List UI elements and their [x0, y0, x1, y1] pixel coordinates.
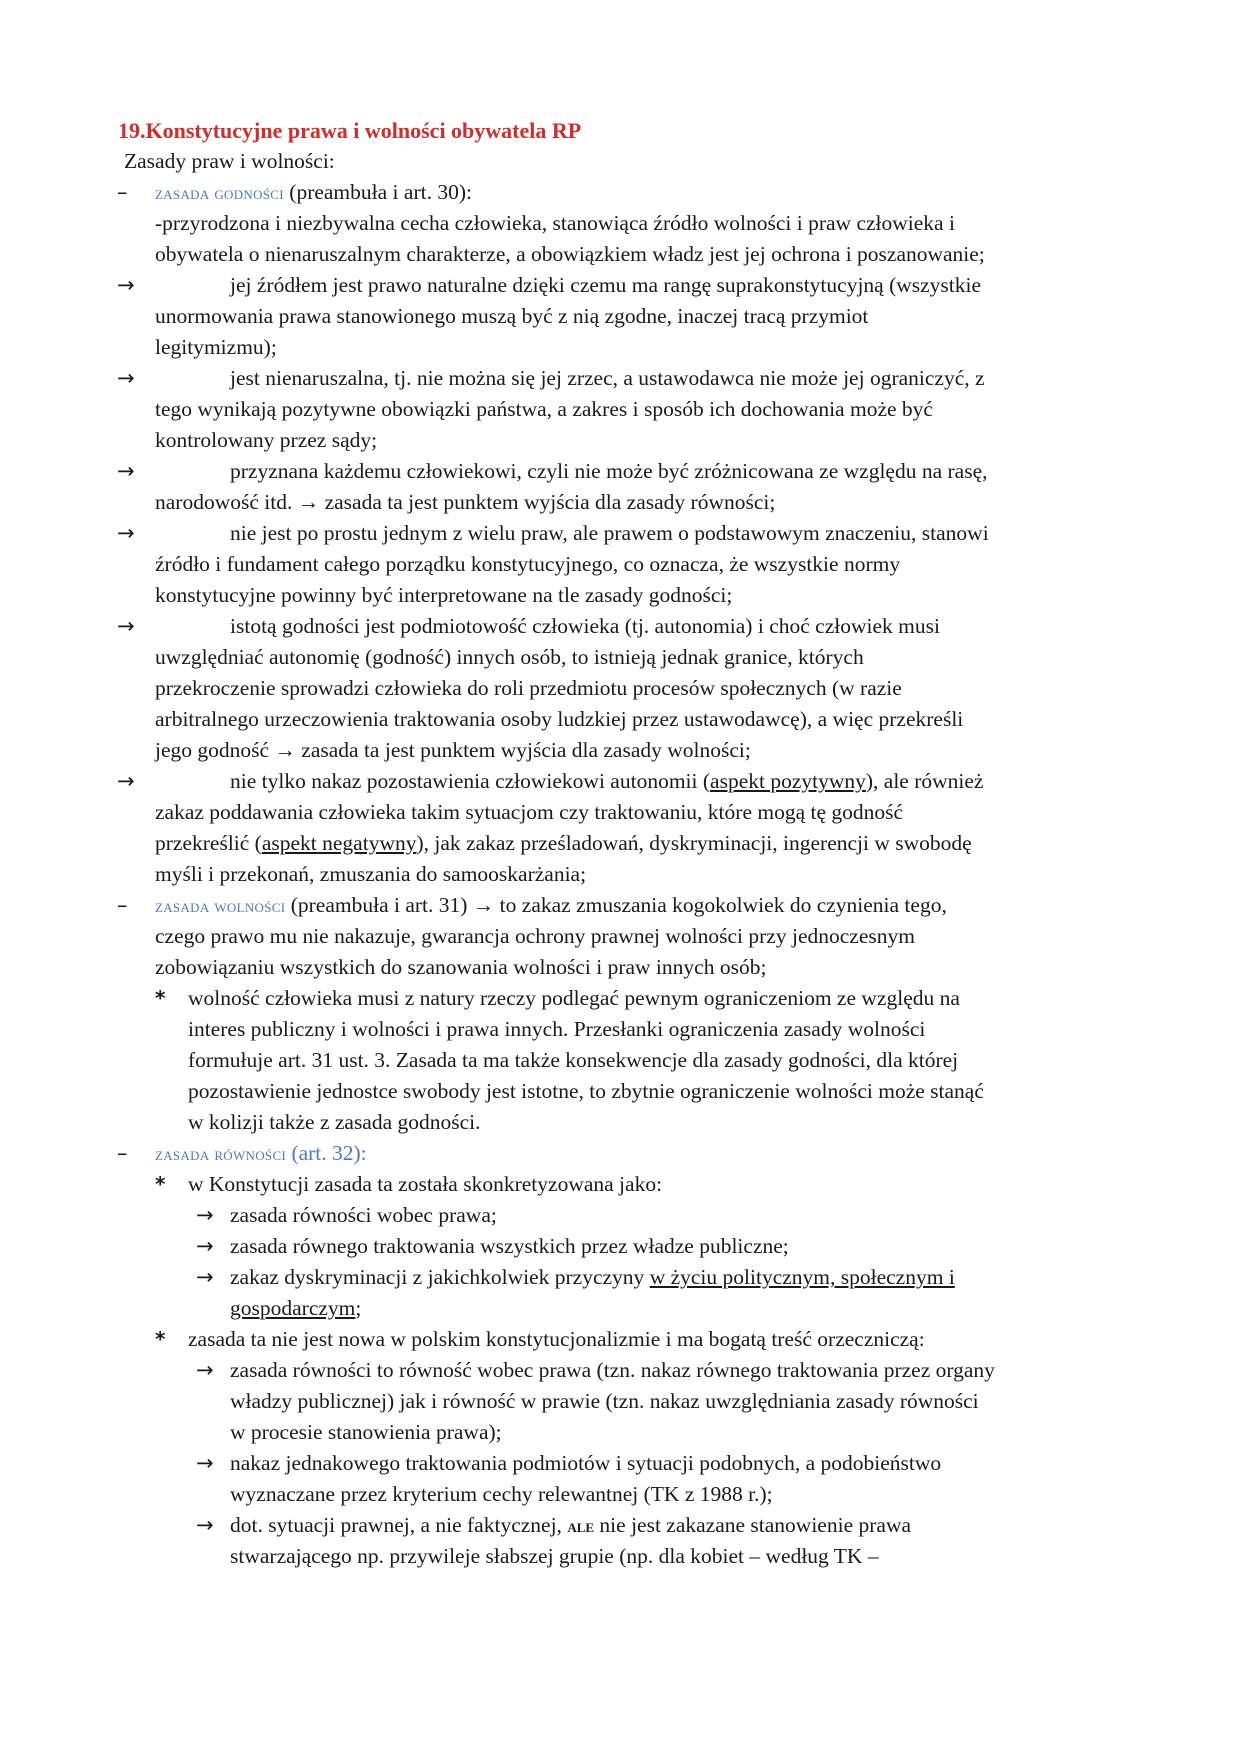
- s2-b1-line-4: pozostawienie jednostce swobody jest istotne, to zbytnie ograniczenie wolności może stanąć: [188, 1079, 984, 1103]
- s1-def-line-2: obywatela o nienaruszalnym charakterze, a obowiązkiem władz jest jej ochrona i poszanowanie;: [155, 242, 985, 266]
- s2-title-line: [155, 890, 947, 922]
- s3-b2-a3-line-2: stwarzającego np. przywileje słabszej grupie (np. dla kobiet – według TK –: [230, 1544, 879, 1568]
- s1-a1-line-2: unormowania prawa stanowionego muszą być z nią zgodne, inaczej tracą przymiot: [155, 304, 869, 328]
- s3-b2-a3-line-1: [230, 1510, 911, 1542]
- text-run: ), jak zakaz prześladowań, dyskryminacji, ingerencji w swobodę: [416, 831, 972, 855]
- s3-title-line: [155, 1138, 367, 1170]
- s3-b2-a1-line-1: zasada równości to równość wobec prawa (tzn. nakaz równego traktowania przez organy: [230, 1358, 995, 1382]
- s1-a6-line-4: myśli i przekonań, zmuszania do samooskarżania;: [155, 862, 587, 886]
- s1-a2-line-1: jest nienaruszalna, tj. nie można się jej zrzec, a ustawodawca nie może jej ograniczyć, z: [230, 366, 985, 390]
- s3-b2: zasada ta nie jest nowa w polskim konstytucjonalizmie i ma bogatą treść orzeczniczą:: [188, 1327, 925, 1351]
- s1-a5-line-5: jego godność → zasada ta jest punktem wyjścia dla zasady wolności;: [155, 738, 751, 762]
- s3-name: zasada równości: [155, 1144, 287, 1164]
- dash-marker: –: [117, 180, 128, 204]
- text-run: zakaz dyskryminacji z jakichkolwiek przyczyny: [230, 1265, 650, 1289]
- s3-b2-a2-line-1: nakaz jednakowego traktowania podmiotów i sytuacji podobnych, a podobieństwo: [230, 1451, 942, 1475]
- s2-line-3: zobowiązaniu wszystkich do szanowania wolności i praw innych osób;: [155, 955, 767, 979]
- s1-a5-line-2: uwzględniać autonomię (godność) innych osób, to istnieją jednak granice, których: [155, 645, 864, 669]
- star-marker: *: [155, 1172, 166, 1196]
- underlined-term: aspekt negatywny: [261, 831, 417, 855]
- s3-b1-a3-line-1: [230, 1262, 955, 1293]
- s2-name: zasada wolności: [155, 896, 286, 916]
- s1-def-line-1: -przyrodzona i niezbywalna cecha człowieka, stanowiąca źródło wolności i praw człowieka i: [155, 211, 955, 235]
- s3-b2-a2-line-2: wyznaczane przez kryterium cechy relewantnej (TK z 1988 r.);: [230, 1482, 773, 1506]
- s3-b2-a1-line-2: władzy publicznej) jak i równość w prawie (tzn. nakaz uwzględniania zasady równości: [230, 1389, 979, 1413]
- arrow-marker: →: [196, 1234, 214, 1258]
- s1-a5-line-4: arbitralnego urzeczowienia traktowania osoby ludzkiej przez ustawodawcę), a więc przekreśli: [155, 707, 964, 731]
- section-heading: 19.Konstytucyjne prawa i wolności obywatela RP: [118, 118, 582, 143]
- arrow-marker: →: [196, 1203, 214, 1227]
- arrow-marker: →: [196, 1513, 214, 1537]
- star-marker: *: [155, 986, 166, 1010]
- text-run: ;: [355, 1296, 362, 1320]
- arrow-marker: →: [117, 521, 135, 545]
- text-run: dot. sytuacji prawnej, a nie faktycznej,: [230, 1513, 568, 1537]
- s3-b1: w Konstytucji zasada ta została skonkretyzowana jako:: [188, 1172, 663, 1196]
- s1-a6-line-2: zakaz poddawania człowieka takim sytuacjom czy traktowaniu, które mogą tę godność: [155, 800, 904, 824]
- emphasis-ale: ale: [567, 1516, 595, 1536]
- arrow-marker: →: [196, 1265, 214, 1289]
- arrow-marker: →: [196, 1358, 214, 1382]
- s1-a1-line-3: legitymizmu);: [155, 335, 277, 359]
- arrow-marker: →: [117, 614, 135, 638]
- star-marker: *: [155, 1327, 166, 1351]
- s1-a4-line-3: konstytucyjne powinny być interpretowane na tle zasady godności;: [155, 583, 733, 607]
- arrow-marker: →: [196, 1451, 214, 1475]
- s2-line-2: czego prawo mu nie nakazuje, gwarancja ochrony prawnej wolności przy jednoczesnym: [155, 924, 915, 948]
- s1-a5-line-1: istotą godności jest podmiotowość człowieka (tj. autonomia) i choć człowiek musi: [230, 614, 940, 638]
- underlined-term: aspekt pozytywny: [710, 769, 866, 793]
- s1-ref: (preambuła i art. 30):: [283, 180, 472, 204]
- s1-a6-line-1: [230, 766, 983, 797]
- s1-a2-line-3: kontrolowany przez sądy;: [155, 428, 378, 452]
- s3-b2-a1-line-3: w procesie stanowienia prawa);: [230, 1420, 502, 1444]
- text-run: przekreślić (: [155, 831, 262, 855]
- s2-b1-line-3: formułuje art. 31 ust. 3. Zasada ta ma także konsekwencje dla zasady godności, dla której: [188, 1048, 959, 1072]
- s1-title-line: [155, 177, 472, 209]
- text-run: nie tylko nakaz pozostawienia człowiekowi autonomii (: [230, 769, 711, 793]
- arrow-marker: →: [117, 366, 135, 390]
- s3-ref: (art. 32):: [286, 1141, 367, 1165]
- s1-a4-line-1: nie jest po prostu jednym z wielu praw, ale prawem o podstawowym znaczeniu, stanowi: [230, 521, 989, 545]
- underlined-term: w życiu politycznym, społecznym i: [649, 1265, 955, 1289]
- s1-a2-line-2: tego wynikają pozytywne obowiązki państwa, a zakres i sposób ich dochowania może być: [155, 397, 933, 421]
- dash-marker: –: [117, 1141, 128, 1165]
- s2-b1-line-2: interes publiczny i wolności i prawa innych. Przesłanki ograniczenia zasady wolności: [188, 1017, 926, 1041]
- text-run: nie jest zakazane stanowienie prawa: [594, 1513, 912, 1537]
- s1-a6-line-3: [155, 828, 972, 859]
- arrow-marker: →: [117, 459, 135, 483]
- underlined-term: gospodarczym: [230, 1296, 356, 1320]
- s3-b1-a3-line-2: [230, 1293, 361, 1324]
- s1-a4-line-2: źródło i fundament całego porządku konstytucyjnego, co oznacza, że wszystkie normy: [155, 552, 901, 576]
- s3-b1-a2: zasada równego traktowania wszystkich przez władze publiczne;: [230, 1234, 789, 1258]
- s1-a3-line-2: narodowość itd. → zasada ta jest punktem wyjścia dla zasady równości;: [155, 490, 776, 514]
- s1-name: zasada godności: [155, 183, 284, 203]
- intro-line: Zasady praw i wolności:: [124, 149, 335, 173]
- s3-b1-a1: zasada równości wobec prawa;: [230, 1203, 497, 1227]
- s2-b1-line-5: w kolizji także z zasada godności.: [188, 1110, 481, 1134]
- s2-b1-line-1: wolność człowieka musi z natury rzeczy podlegać pewnym ograniczeniom ze względu na: [188, 986, 960, 1010]
- s2-ref: (preambuła i art. 31) → to zakaz zmuszania kogokolwiek do czynienia tego,: [285, 893, 947, 917]
- s1-a3-line-1: przyznana każdemu człowiekowi, czyli nie może być zróżnicowana ze względu na rasę,: [230, 459, 988, 483]
- s1-a1-line-1: jej źródłem jest prawo naturalne dzięki czemu ma rangę suprakonstytucyjną (wszystkie: [230, 273, 982, 297]
- s1-a5-line-3: przekroczenie sprowadzi człowieka do roli przedmiotu procesów społecznych (w razie: [155, 676, 902, 700]
- dash-marker: –: [117, 893, 128, 917]
- text-run: ), ale również: [865, 769, 984, 793]
- arrow-marker: →: [117, 769, 135, 793]
- arrow-marker: →: [117, 273, 135, 297]
